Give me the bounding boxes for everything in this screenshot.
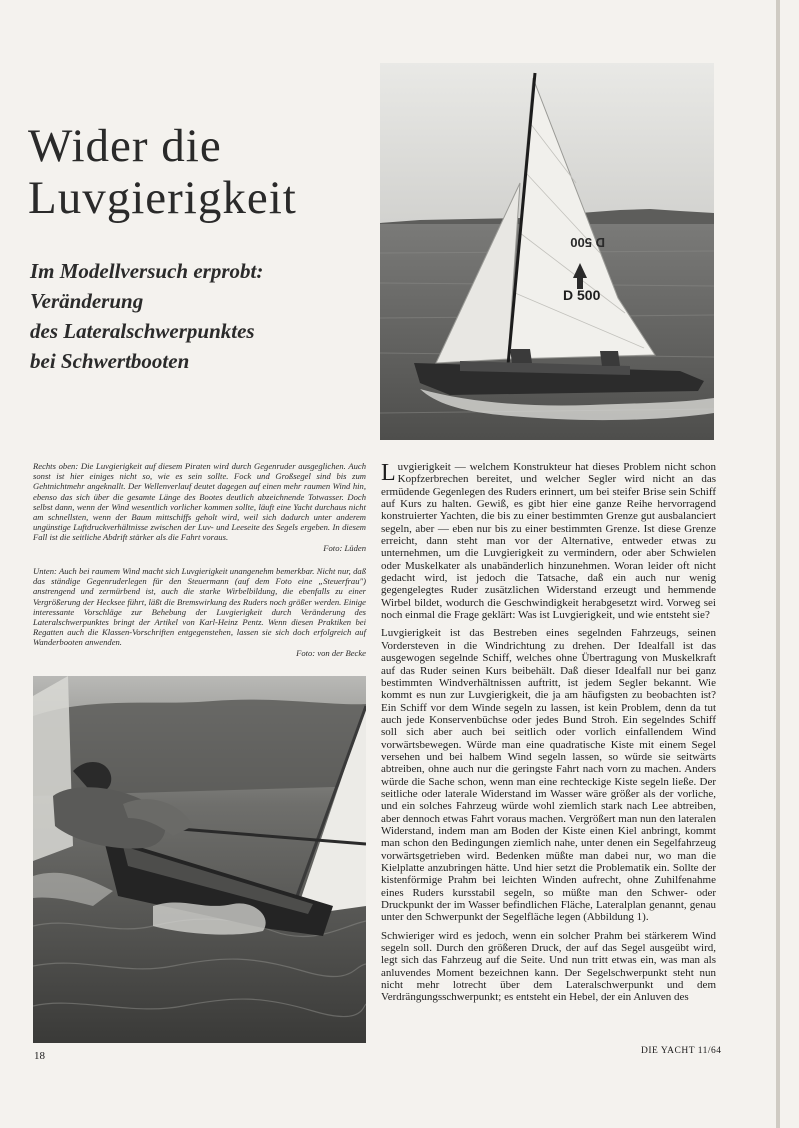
sail-number: D 500 <box>563 287 601 303</box>
title-line-1: Wider die <box>28 120 222 172</box>
photo-heeling-dinghy-image <box>33 676 366 1043</box>
body-paragraph-1-text: uvgierigkeit — welchem Konstrukteur hat dieses Problem nicht schon Kopfzerbrechen bereitet, und welcher Segler wird nicht an das ermüdende Gegenlegen des Ruders erinnert, um bei steifer Brise sein Schiff auf Kurs zu halten. Gewiß, es gibt hier eine ganze Reihe hervorragend konstruierter Yachten, die bis zu einer bestimmten Grenze gut ausbalanciert segeln, aber — eben nur bis zu einer bestimmten Grenze. Ist diese Grenze erreicht, dann steht man vor der Alternative, entweder etwas zu unternehmen, um die Luvgierigkeit zu vermindern, oder aber Schwielen oder Muskelkater als unabänderlich hinzunehmen. Woran leider oft nicht gedacht wird, ist jedoch die Tatsache, daß ein auch nur wenig gegengelegtes Ruder zusätzlichen Widerstand erzeugt und hemmende Wirbel bildet, wodurch die Geschwindigkeit herabgesetzt wird. Vorweg sei noch einmal die Frage geklärt: Was ist Luvgierigkeit, und wie entsteht sie? <box>381 461 716 622</box>
article-body <box>381 461 716 1010</box>
caption-bottom-credit: Foto: von der Becke <box>296 647 366 658</box>
body-paragraph-1 <box>381 461 716 621</box>
drop-cap: L <box>381 460 396 486</box>
subtitle-line-2: Veränderung <box>30 289 144 313</box>
photo-pirat-dinghy <box>380 63 714 440</box>
caption-top-photo <box>33 461 366 553</box>
subtitle-line-1: Im Modellversuch erprobt: <box>30 259 264 283</box>
caption-top-text: Rechts oben: Die Luvgierigkeit auf diesem Piraten wird durch Gegenruder ausgeglichen. Auch sonst ist hier einiges nicht so, wie es sein sollte. Fock und Großsegel sind bis zum Gehtnichtmehr angeknallt. Der Wellenverlauf deutet dagegen auf einen mehr raumen Wind hin, ebenso das sich über die gesamte Länge des Bootes deutlich abzeichnende Totwasser. Doch selbst dann, wenn der Wind wesentlich vorlicher kommen sollte, läuft eine Yacht durchaus nicht am schnellsten, wenn der Baum mittschiffs geholt wird, weil sich dadurch unter anderem ungünstige Luftdruckverhältnisse zwischen der Luv- und Leeseite des Segels ergeben. In diesem Fall ist die seitliche Abdrift stärker als die Fahrt voraus. <box>33 461 366 543</box>
photo-heeling-dinghy <box>33 676 366 1043</box>
body-paragraph-2: Luvgierigkeit ist das Bestreben eines segelnden Fahrzeugs, seinen Vordersteven in die Windrichtung zu drehen. Der Idealfall ist das ausgewogen segelnde Schiff, welches ohne Übertragung von Muskelkraft auf das Ruder seinen Kurs beibehält. Daß dieser Idealfall nur bei ganz bestimmten Windverhältnissen auftritt, ist jedem Segler bekannt. Wie kommt es nun zur Luvgierigkeit, die ja am häufigsten zu beobachten ist? Ein Schiff vor dem Winde segeln zu lassen, ist kein Problem, denn da tut auch jede Konservenbüchse oder jedes Bund Stroh. Ein segelndes Schiff soll sich aber auch bei seitlich oder vorlich einfallendem Wind vorwärtsbewegen. Würde man eine quadratische Kiste mit einem Segel versehen und bei halbem Wind segeln lassen, so würde sie seitwärts abtreiben, ohne auch nur die geringste Fahrt nach vorn zu machen. Anders würde die Sache schon, wenn man eine rechteckige Kiste segeln ließe. Der seitliche oder laterale Widerstand im Wasser wäre größer als der vorliche, und ein solches Fahrzeug würde wohl ziemlich stark nach Lee abtreiben, aber dennoch etwas Fahrt voraus machen. Vergrößert man nun den lateralen Widerstand, indem man am Boden der Kiste einen Kiel anbringt, kommt man schon den Bedingungen ziemlich nahe, unter denen ein Segelfahrzeug vorwärtsgetrieben wird. Bedenken müßte man dabei nur, wo man die Kielplatte anzubringen hätte. Und hier setzt die Problematik ein. Sollte der kistenförmige Prahm bei leichten Winden aufrecht, ohne Zuhilfenahme eines Ruders kursstabil segeln, so müßte man den Schwer- oder Druckpunkt der im Wasser befindlichen Fläche, Lateralplan genannt, genau unter den Schwerpunkt der Segelfläche legen (Abbildung 1). <box>381 627 716 924</box>
caption-bottom-text: Unten: Auch bei raumem Wind macht sich Luvgierigkeit unangenehm bemerkbar. Nicht nur, daß das ständige Gegenruderlegen für den Steuermann (auf dem Foto eine „Steuerfrau") anstrengend und zermürbend ist, auch die starke Wirbelbildung, die ebenfalls zu einer Vergrößerung der Hecksee führt, läßt die Bremswirkung des Ruders noch größer werden. Einige interessante Vorschläge zur Behebung der Luvgierigkeit durch Veränderung des Lateralschwerpunktes bringt der Artikel von Karl-Heinz Pentz. Wenn diesen Praktiken bei Regatten auch die Klassen-Vorschriften entgegenstehen, lassen sie sich doch erfolgreich auf Wanderbooten anwenden. <box>33 566 366 648</box>
page-number: 18 <box>34 1050 45 1062</box>
title-line-2: Luvgierigkeit <box>28 172 297 224</box>
photo-pirat-dinghy-image <box>380 63 714 440</box>
magazine-issue: DIE YACHT 11/64 <box>641 1046 722 1056</box>
svg-text:D 500: D 500 <box>570 235 605 250</box>
subtitle-line-4: bei Schwertbooten <box>30 349 190 373</box>
body-paragraph-3: Schwieriger wird es jedoch, wenn ein solcher Prahm bei stärkerem Wind segeln soll. Durch den größeren Druck, der auf das Segel ausgeübt wird, legt sich das Fahrzeug auf die Seite. Und nun tritt etwas ein, was man als anluvendes Moment bezeichnen kann. Der Segelschwerpunkt steht nun nicht mehr lotrecht über dem Lateralschwerpunkt und dem Verdrängungsschwerpunkt; es entsteht ein Hebel, der ein Anluven des <box>381 929 716 1004</box>
caption-bottom-photo <box>33 566 366 658</box>
article-title <box>28 120 358 224</box>
article-subtitle <box>30 256 360 376</box>
subtitle-line-3: des Lateralschwerpunktes <box>30 319 255 343</box>
caption-top-credit: Foto: Lüden <box>323 542 366 553</box>
